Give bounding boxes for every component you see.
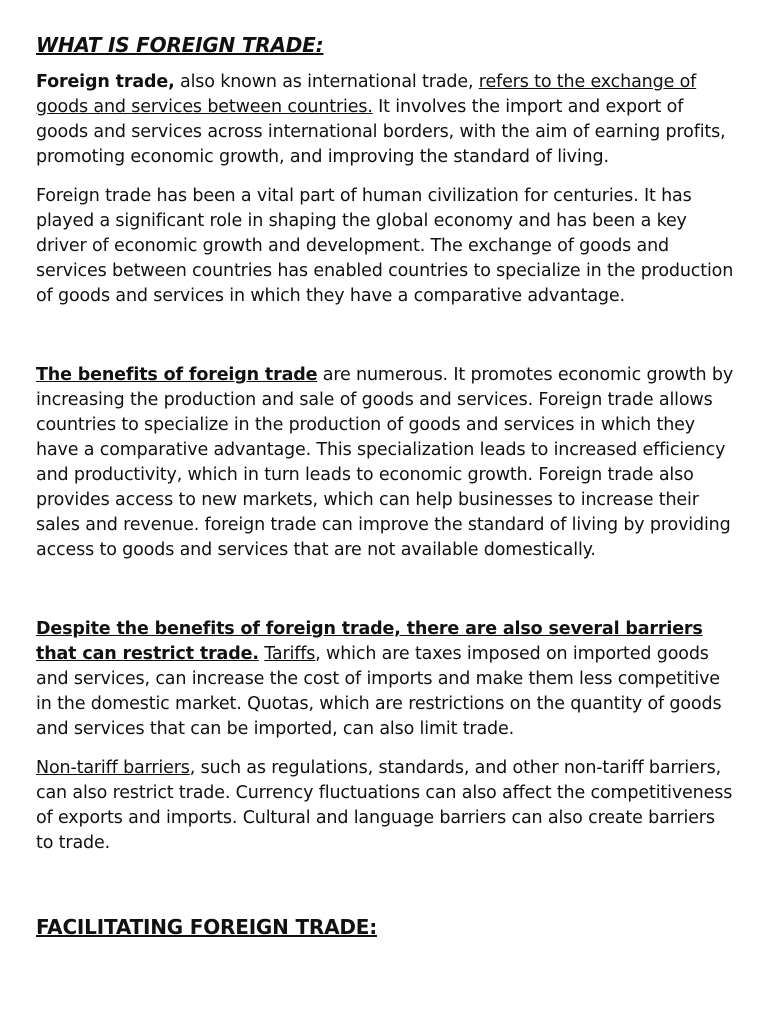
underlined-definition: refers to the exchange of goods and services between countries.: [36, 72, 697, 117]
text-run: are numerous. It promotes economic growth by increasing the production and sale of goods and services. Foreign trade allows countries to specialize in the production of goods and services in which they have a comparative advantage. This specialization leads to increased efficiency and productivity, which in turn leads to economic growth. Foreign trade also provides access to new markets, which can help businesses to increase their sales and revenue. foreign trade can improve the standard of living by providing access to goods and services that are not available domestically.: [36, 365, 734, 560]
text-run: It involves the import and export of goods and services across international borders, with the aim of earning profits, promoting economic growth, and improving the standard of living.: [36, 97, 726, 167]
text-run: , which are taxes imposed on imported goods and services, can increase the cost of imports and make them less competitive in the domestic market. Quotas, which are restrictions on the quantity of goods and services that can be imported, can also limit trade.: [36, 644, 722, 739]
text-run: , such as regulations, standards, and other non-tariff barriers, can also restrict trade. Currency fluctuations can also affect the competitiveness of exports and imports. Cultural and language barriers can also create barriers to trade.: [36, 758, 733, 853]
section-heading-what-is-foreign-trade: WHAT IS FOREIGN TRADE:: [36, 33, 324, 57]
text-run: also known as international trade,: [174, 72, 479, 92]
paragraph-definition: [36, 70, 736, 170]
document-page: [36, 30, 736, 952]
bold-term: Foreign trade,: [36, 72, 175, 92]
benefits-heading-run: The benefits of foreign trade: [36, 365, 318, 385]
section-heading-facilitating-foreign-trade: FACILITATING FOREIGN TRADE:: [36, 915, 378, 939]
non-tariff-term: Non-tariff barriers: [36, 758, 190, 778]
paragraph-barriers: [36, 617, 736, 742]
paragraph-history: Foreign trade has been a vital part of human civilization for centuries. It has played a significant role in shaping the global economy and has been a key driver of economic growth and development. The exchange of goods and services between countries has enabled countries to specialize in the production of goods and services in which they have a comparative advantage.: [36, 186, 734, 306]
barriers-heading-run: Despite the benefits of foreign trade, there are also several barriers that can restrict trade.: [36, 619, 703, 664]
tariffs-term: Tariffs: [264, 644, 316, 664]
paragraph-non-tariff-barriers: [36, 756, 736, 856]
paragraph-benefits: [36, 363, 736, 563]
